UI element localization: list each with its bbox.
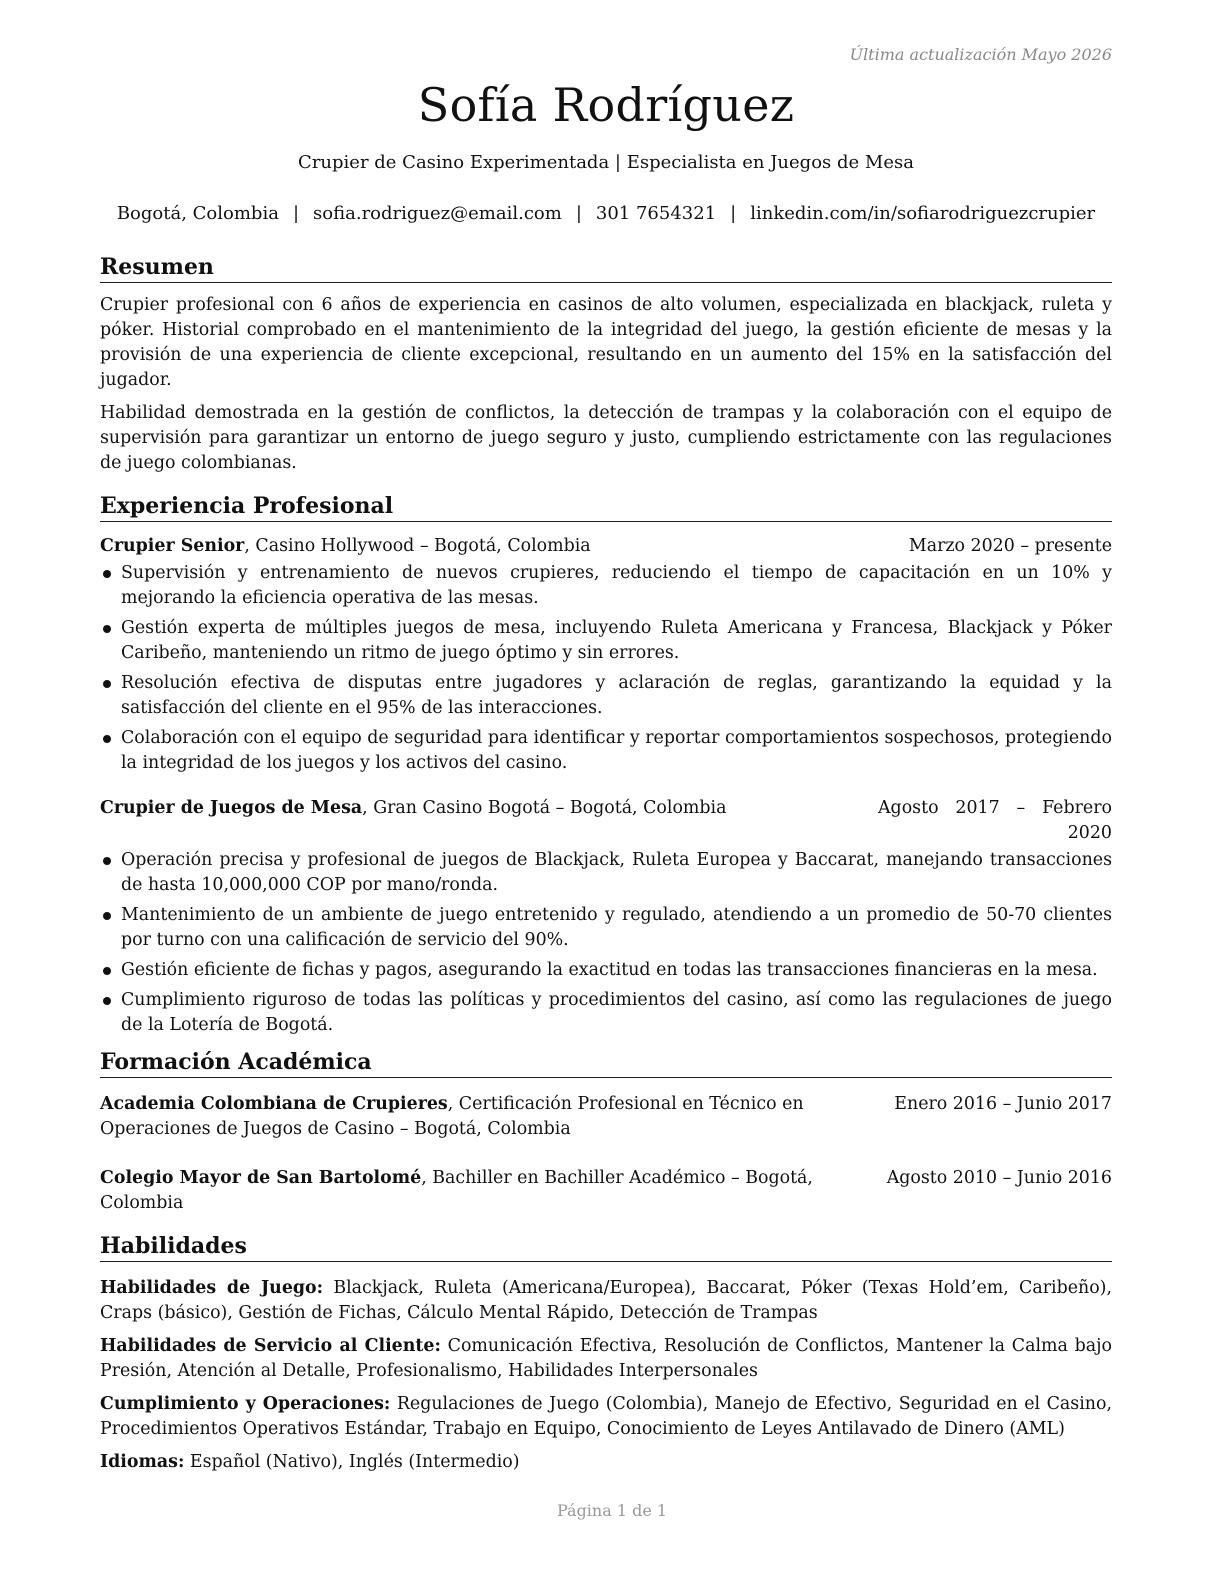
contact-separator: | [730,203,737,224]
skill-text: Regulaciones de Juego (Colombia), Manejo de Efectivo, Seguridad en el Casino, Procedimientos Operativos Estándar, Trabajo en Equipo, Conocimiento de Leyes Antilavado de Dinero (AML) [100,1394,1112,1439]
job-header [100,534,1112,559]
skill-label: Habilidades de Servicio al Cliente: [100,1336,441,1356]
page-number: Página 1 de 1 [556,1501,668,1520]
resume-page [100,44,1112,1475]
job-role: Crupier Senior [100,536,245,556]
section-title-experience: Experiencia Profesional [100,492,1112,522]
section-title-summary: Resumen [100,253,1112,283]
skill-group [100,1450,1112,1475]
section-title-skills: Habilidades [100,1232,1112,1262]
summary-paragraph: Habilidad demostrada en la gestión de conflictos, la detección de trampas y la colaboración con el equipo de supervisión para garantizar un entorno de juego seguro y justo, cumpliendo estrictamente con las regulaciones de juego colombianas. [100,403,1112,473]
job-company: , Gran Casino Bogotá – Bogotá, Colombia [362,798,727,818]
list-item: Mantenimiento de un ambiente de juego entretenido y regulado, atendiendo a un promedio de 50-70 clientes por turno con una calificación de servicio del 90%. [100,903,1112,953]
skill-label: Idiomas: [100,1452,185,1472]
list-item: Operación precisa y profesional de juegos de Blackjack, Ruleta Europea y Baccarat, manejando transacciones de hasta 10,000,000 COP por mano/ronda. [100,848,1112,898]
job-role: Crupier de Juegos de Mesa [100,798,363,818]
education-school: Academia Colombiana de Crupieres [100,1094,448,1114]
list-item: Supervisión y entrenamiento de nuevos crupieres, reduciendo el tiempo de capacitación en un 10% y mejorando la eficiencia operativa de las mesas. [100,561,1112,611]
contact-separator: | [292,203,300,224]
job-bullets [100,848,1112,1038]
contact-separator: | [575,203,582,224]
contact-linkedin[interactable]: linkedin.com/in/sofiarodriguezcrupier [750,203,1096,224]
skill-group [100,1334,1112,1384]
education-title-line [100,1092,874,1142]
education-dates: Enero 2016 – Junio 2017 [894,1094,1112,1114]
skill-group [100,1276,1112,1326]
job-company: , Casino Hollywood – Bogotá, Colombia [244,536,591,556]
list-item: Resolución efectiva de disputas entre jugadores y aclaración de reglas, garantizando la equidad y la satisfacción del cliente en el 95% de las interacciones. [100,671,1112,721]
education-item [100,1166,1112,1216]
contact-line [100,201,1112,227]
contact-phone: 301 7654321 [595,203,717,224]
skill-label: Cumplimiento y Operaciones: [100,1394,391,1414]
job-dates: Marzo 2020 – presente [908,536,1112,556]
skill-text: Español (Nativo), Inglés (Intermedio) [184,1452,520,1472]
job-dates: Agosto 2017 – Febrero 2020 [878,798,1112,843]
skill-group [100,1392,1112,1442]
education-details: , Certificación Profesional en Técnico en Operaciones de Juegos de Casino – Bogotá, Colombia [100,1094,804,1139]
education-item [100,1092,1112,1142]
headline: Crupier de Casino Experimentada | Especialista en Juegos de Mesa [298,152,914,173]
list-item: Colaboración con el equipo de seguridad para identificar y reportar comportamientos sospechosos, protegiendo la integridad de los juegos y los activos del casino. [100,726,1112,776]
list-item: Gestión eficiente de fichas y pagos, asegurando la exactitud en todas las transacciones financieras en la mesa. [100,958,1112,983]
contact-email[interactable]: sofia.rodriguez@email.com [313,203,562,224]
education-school: Colegio Mayor de San Bartolomé [100,1168,422,1188]
job-title-line [100,796,726,821]
list-item: Cumplimiento riguroso de todas las políticas y procedimientos del casino, así como las regulaciones de juego de la Lotería de Bogotá. [100,988,1112,1038]
contact-location: Bogotá, Colombia [116,203,279,224]
job-header [100,796,1112,846]
section-title-education: Formación Académica [100,1048,1112,1078]
candidate-name: Sofía Rodríguez [417,78,795,132]
list-item: Gestión experta de múltiples juegos de mesa, incluyendo Ruleta Americana y Francesa, Blackjack y Póker Caribeño, manteniendo un ritmo de juego óptimo y sin errores. [100,616,1112,666]
last-updated: Última actualización Mayo 2026 [849,45,1112,64]
skill-text: Blackjack, Ruleta (Americana/Europea), Baccarat, Póker (Texas Hold’em, Caribeño), Craps (básico), Gestión de Fichas, Cálculo Mental Rápido, Detección de Trampas [100,1278,1112,1323]
education-details: , Bachiller en Bachiller Académico – Bogotá, Colombia [100,1168,813,1213]
education-dates: Agosto 2010 – Junio 2016 [886,1168,1112,1188]
skill-text: Comunicación Efectiva, Resolución de Conflictos, Mantener la Calma bajo Presión, Atención al Detalle, Profesionalismo, Habilidades Interpersonales [100,1336,1112,1381]
job-title-line [100,534,591,559]
education-title-line [100,1166,867,1216]
skill-label: Habilidades de Juego: [100,1278,324,1298]
summary-paragraph: Crupier profesional con 6 años de experiencia en casinos de alto volumen, especializada en blackjack, ruleta y póker. Historial comprobado en el mantenimiento de la integridad del juego, la gestión eficiente de mesas y la provisión de una experiencia de cliente excepcional, resultando en un aumento del 15% en la satisfacción del jugador. [100,295,1112,390]
job-bullets [100,561,1112,776]
